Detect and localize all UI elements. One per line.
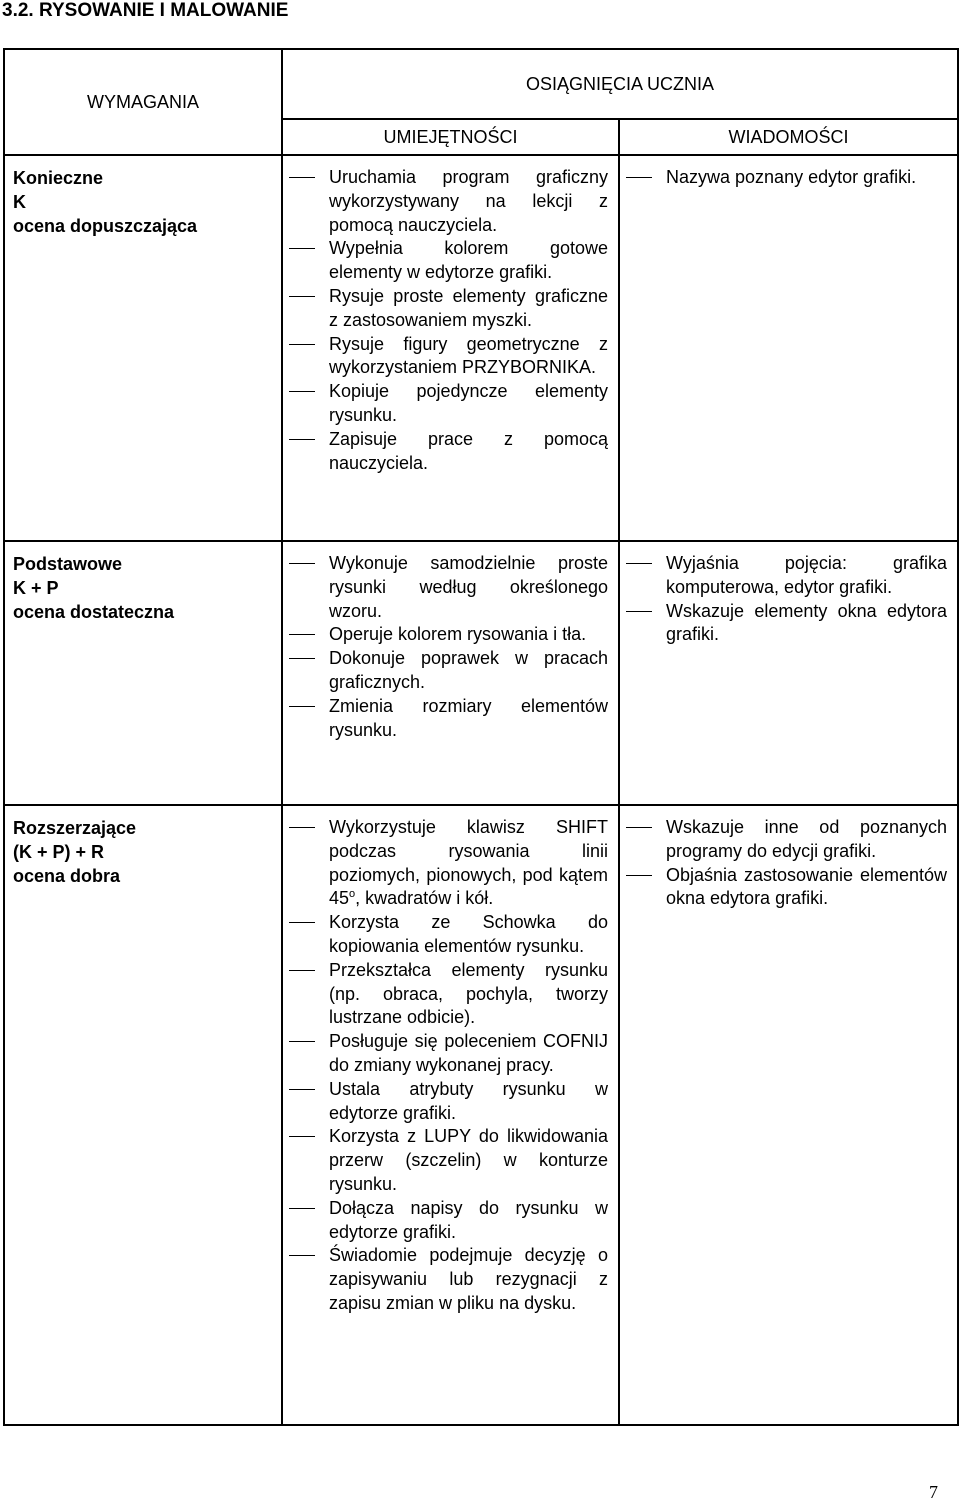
header-wymagania: WYMAGANIA — [4, 49, 282, 155]
degree-superscript: o — [349, 888, 356, 901]
list-item: Rysuje proste elementy graficzne z zastosowaniem myszki. — [289, 285, 608, 333]
level-grade: ocena dobra — [13, 866, 121, 886]
knowledge-cell — [619, 541, 958, 805]
list-item-text: Wykorzystuje klawisz SHIFT podczas rysowania linii poziomych, pionowych, pod kątem 45 — [329, 817, 608, 909]
skills-list — [283, 156, 618, 487]
level-cell — [4, 541, 282, 805]
level-code: K + P — [13, 578, 59, 598]
table-row — [4, 155, 958, 541]
table-row — [4, 541, 958, 805]
knowledge-list — [620, 806, 957, 923]
list-item: Dokonuje poprawek w pracach graficznych. — [289, 647, 608, 695]
knowledge-list — [620, 542, 957, 659]
section-title: 3.2. RYSOWANIE I MALOWANIE — [2, 0, 289, 21]
level-name: Konieczne — [13, 168, 104, 188]
knowledge-cell — [619, 155, 958, 541]
list-item: Nazywa poznany edytor grafiki. — [626, 166, 947, 190]
list-item: Rysuje figury geometryczne z wykorzystaniem PRZYBORNIKA. — [289, 333, 608, 381]
skills-cell — [282, 805, 619, 1425]
level-code: K — [13, 192, 26, 212]
level-grade: ocena dopuszczająca — [13, 216, 198, 236]
level-name: Rozszerzające — [13, 818, 137, 838]
skills-cell — [282, 155, 619, 541]
list-item: Objaśnia zastosowanie elementów okna edytora grafiki. — [626, 864, 947, 912]
header-osiagniecia: OSIĄGNIĘCIA UCZNIA — [282, 49, 958, 119]
list-item: Uruchamia program graficzny wykorzystywany na lekcji z pomocą nauczyciela. — [289, 166, 608, 237]
list-item: Kopiuje pojedyncze elementy rysunku. — [289, 380, 608, 428]
list-item: Wykonuje samodzielnie proste rysunki według określonego wzoru. — [289, 552, 608, 623]
knowledge-list — [620, 156, 957, 202]
list-item: Zapisuje prace z pomocą nauczyciela. — [289, 428, 608, 476]
list-item: Przekształca elementy rysunku (np. obraca, pochyla, tworzy lustrzane odbicie). — [289, 959, 608, 1030]
list-item: Świadomie podejmuje decyzję o zapisywaniu lub rezygnacji z zapisu zmian w pliku na dysku. — [289, 1244, 608, 1315]
requirements-table — [3, 48, 959, 1426]
list-item: Korzysta ze Schowka do kopiowania elementów rysunku. — [289, 911, 608, 959]
level-cell — [4, 805, 282, 1425]
list-item: Wypełnia kolorem gotowe elementy w edytorze grafiki. — [289, 237, 608, 285]
skills-list — [283, 806, 618, 1328]
header-umiejetnosci: UMIEJĘTNOŚCI — [282, 119, 619, 155]
level-grade: ocena dostateczna — [13, 602, 175, 622]
list-item: Zmienia rozmiary elementów rysunku. — [289, 695, 608, 743]
level-name: Podstawowe — [13, 554, 123, 574]
skills-list — [283, 542, 618, 754]
list-item: Posługuje się poleceniem COFNIJ do zmiany wykonanej pracy. — [289, 1030, 608, 1078]
list-item-text: , kwadratów i kół. — [355, 888, 494, 909]
page-number: 7 — [929, 1482, 938, 1502]
list-item: Wskazuje inne od poznanych programy do edycji grafiki. — [626, 816, 947, 864]
list-item: Operuje kolorem rysowania i tła. — [289, 623, 608, 647]
list-item: Dołącza napisy do rysunku w edytorze grafiki. — [289, 1197, 608, 1245]
list-item: Ustala atrybuty rysunku w edytorze grafiki. — [289, 1078, 608, 1126]
list-item: Korzysta z LUPY do likwidowania przerw (szczelin) w konturze rysunku. — [289, 1125, 608, 1196]
list-item — [289, 816, 608, 911]
knowledge-cell — [619, 805, 958, 1425]
table-row — [4, 805, 958, 1425]
list-item: Wskazuje elementy okna edytora grafiki. — [626, 600, 947, 648]
level-cell — [4, 155, 282, 541]
header-wiadomosci: WIADOMOŚCI — [619, 119, 958, 155]
skills-cell — [282, 541, 619, 805]
list-item: Wyjaśnia pojęcia: grafika komputerowa, edytor grafiki. — [626, 552, 947, 600]
level-code: (K + P) + R — [13, 842, 105, 862]
